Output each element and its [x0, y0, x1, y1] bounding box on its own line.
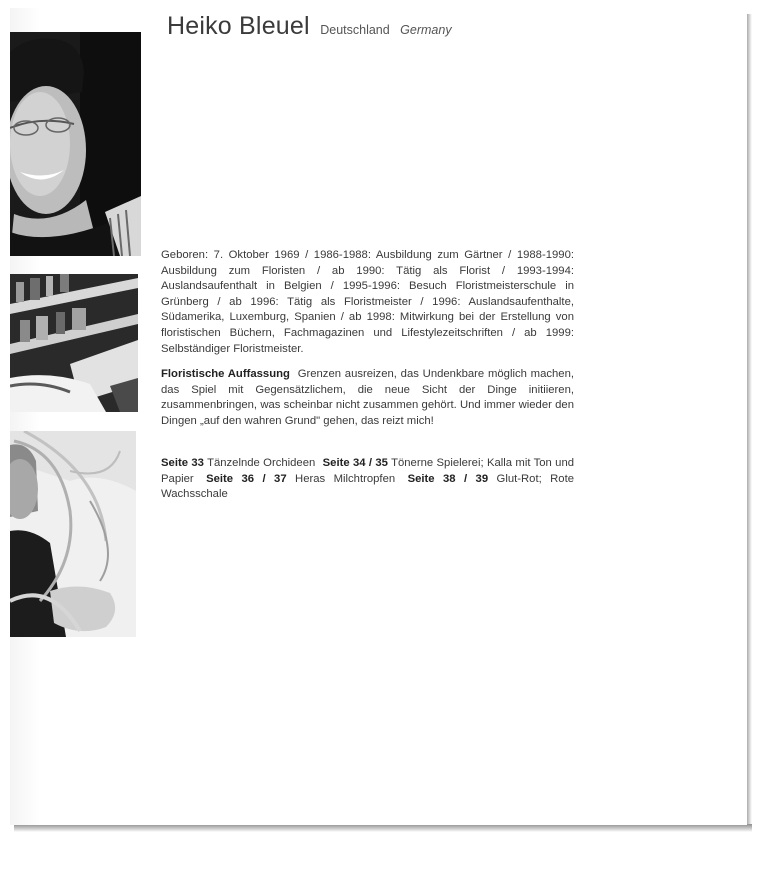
- page-shadow-bottom: [14, 824, 752, 832]
- country-german: Deutschland: [320, 23, 390, 37]
- biography-text: Geboren: 7. Oktober 1969 / 1986-1988: Ausbildung zum Gärtner / 1988-1990: Ausbildung zum Floristen / ab 1990: Tätig als Florist / 1993-1994: Auslandsaufenthalt in Belgien / 1995-1996: Besuch Floristmeisterschule in Grünberg / ab 1996: Tätig als Floristmeister / 1996: Auslandsaufenthalte, Südamerika, Luxemburg, Spanien / ab 1998: Mitwirkung bei der Erstellung von floristischen Büchern, Fachmagazinen und Lifestylezeitschriften / ab 1999: Selbständiger Floristmeister.: [161, 249, 574, 355]
- portrait-photo: [10, 32, 141, 256]
- philosophy-section: [161, 367, 574, 429]
- page-ref-title: Glut-Rot; Rote Wachsschale: [161, 472, 575, 501]
- page-ref: Seite 36 / 37: [206, 472, 287, 485]
- philosophy-heading: Floristische Auffassung: [161, 368, 290, 380]
- page-ref: Seite 38 / 39: [407, 472, 489, 485]
- page-ref-title: Tönerne Spielerei; Kalla mit Ton und Papier: [161, 457, 575, 485]
- page-references: [161, 456, 574, 503]
- philosophy-text: Grenzen ausreizen, das Undenkbare möglich machen, das Spiel mit Gegensätzlichem, die neue Sicht der Dinge initiieren, zusammenbringen, was scheinbar nicht zusammen gehört. Und immer wieder den Dingen „auf den wahren Grund" gehen, das reizt mich!: [161, 368, 575, 427]
- working-with-wire-photo: [10, 431, 136, 637]
- page-ref-title: Tänzelnde Orchideen: [207, 457, 316, 469]
- document-page: [10, 8, 747, 825]
- page-ref-title: Heras Milchtropfen: [295, 472, 396, 485]
- country-english: Germany: [400, 23, 452, 37]
- page-ref: Seite 33: [161, 457, 204, 469]
- page-ref: Seite 34 / 35: [322, 457, 388, 469]
- designer-name: Heiko Bleuel: [167, 12, 310, 40]
- page-title: [167, 12, 452, 41]
- workshop-shelves-photo: [10, 274, 138, 412]
